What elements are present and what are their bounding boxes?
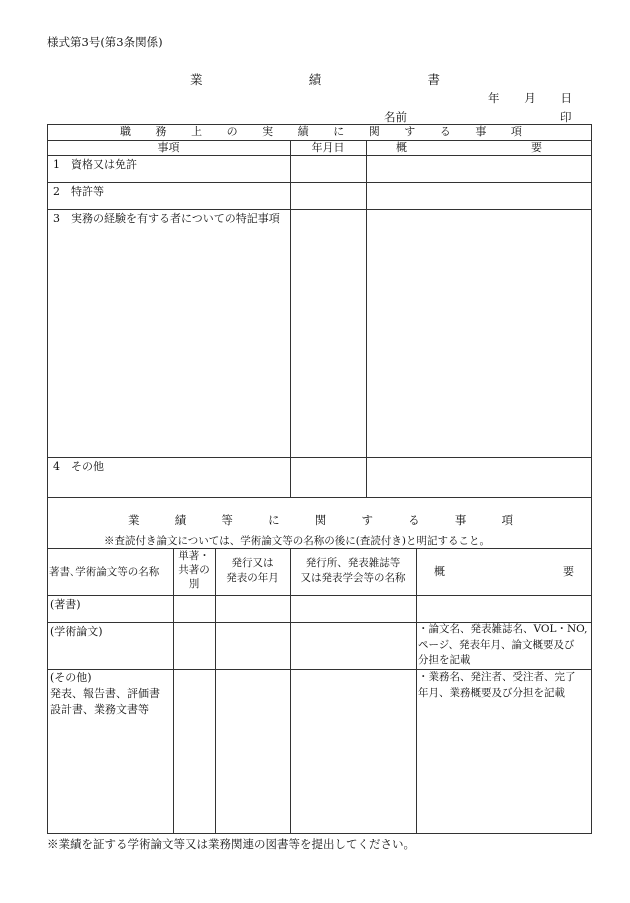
document-title (190, 70, 440, 88)
heading-char: 上 (191, 125, 203, 138)
heading-char: 業 (128, 513, 140, 527)
day-label: 日 (560, 91, 572, 105)
name-label: 名前 (384, 110, 407, 124)
heading-char: 項 (501, 513, 513, 527)
title-char: 績 (308, 72, 322, 87)
summary-char: 概 (396, 141, 407, 154)
heading-char: に (268, 513, 280, 527)
heading-char: 事 (454, 513, 467, 527)
summary-char: 要 (563, 565, 574, 578)
row-label-other: 4 その他 (53, 460, 104, 473)
heading-char: に (333, 125, 345, 138)
heading-char: す (404, 125, 416, 138)
heading-char: る (439, 125, 451, 138)
column-header-pub-date: 発行又は 発表の年月 (226, 557, 279, 584)
row-label-qualifications: 1 資格又は免許 (53, 158, 137, 171)
heading-char: 事 (475, 125, 487, 138)
title-char: 業 (190, 72, 203, 87)
heading-char: 実 (262, 125, 274, 138)
heading-char: 務 (155, 125, 167, 138)
row-summary-other-works: ・業務名、発注者、受注者、完了 年月、業務概要及び分担を記載 (418, 671, 576, 699)
heading-char: の (226, 125, 238, 138)
section1-heading (120, 124, 522, 140)
title-char: 書 (427, 72, 440, 87)
column-header-item: 事項 (157, 141, 180, 154)
month-label: 月 (524, 91, 536, 105)
heading-char: 績 (297, 125, 309, 138)
heading-char: る (408, 513, 420, 527)
row-label-practical-experience: 3 実務の経験を有する者についての特記事項 (53, 212, 280, 225)
form-number: 様式第3号(第3条関係) (47, 35, 163, 49)
summary-char: 概 (434, 565, 445, 578)
heading-char: す (361, 513, 373, 527)
column-header-publisher: 発行所、発表雑誌等 又は発表学会等の名称 (300, 557, 406, 584)
column-header-date: 年月日 (311, 141, 345, 154)
column-header-summary (396, 140, 542, 156)
row-label-papers: (学術論文) (50, 625, 103, 638)
section2-heading (128, 512, 513, 528)
heading-char: 関 (368, 125, 380, 138)
seal-mark: 印 (560, 110, 572, 124)
footer-note: ※業績を証する学術論文等又は業務関連の図書等を提出してください。 (47, 837, 415, 851)
row-label-other-works: (その他) 発表、報告書、評価書 設計書、業務文書等 (50, 671, 160, 716)
heading-char: 績 (174, 513, 187, 527)
row-label-books: (著書) (50, 598, 81, 611)
column-header-summary (434, 564, 574, 580)
heading-char: 職 (120, 125, 131, 138)
heading-char: 関 (314, 513, 327, 527)
row-summary-papers: ・論文名、発表雑誌名、VOL・NO, ページ、発表年月、論文概要及び 分担を記載 (418, 623, 588, 666)
peer-review-note: ※査読付き論文については、学術論文等の名称の後に(査読付き)と明記すること。 (104, 535, 490, 547)
row-label-patents: 2 特許等 (53, 185, 104, 198)
heading-char: 項 (510, 125, 522, 138)
year-label: 年 (488, 91, 500, 105)
column-header-name: 著書､学術論文等の名称 (49, 566, 160, 578)
summary-char: 要 (531, 141, 542, 154)
heading-char: 等 (221, 513, 233, 527)
column-header-single-joint: 単著・ 共著の 別 (178, 550, 210, 590)
date-field (488, 90, 572, 106)
